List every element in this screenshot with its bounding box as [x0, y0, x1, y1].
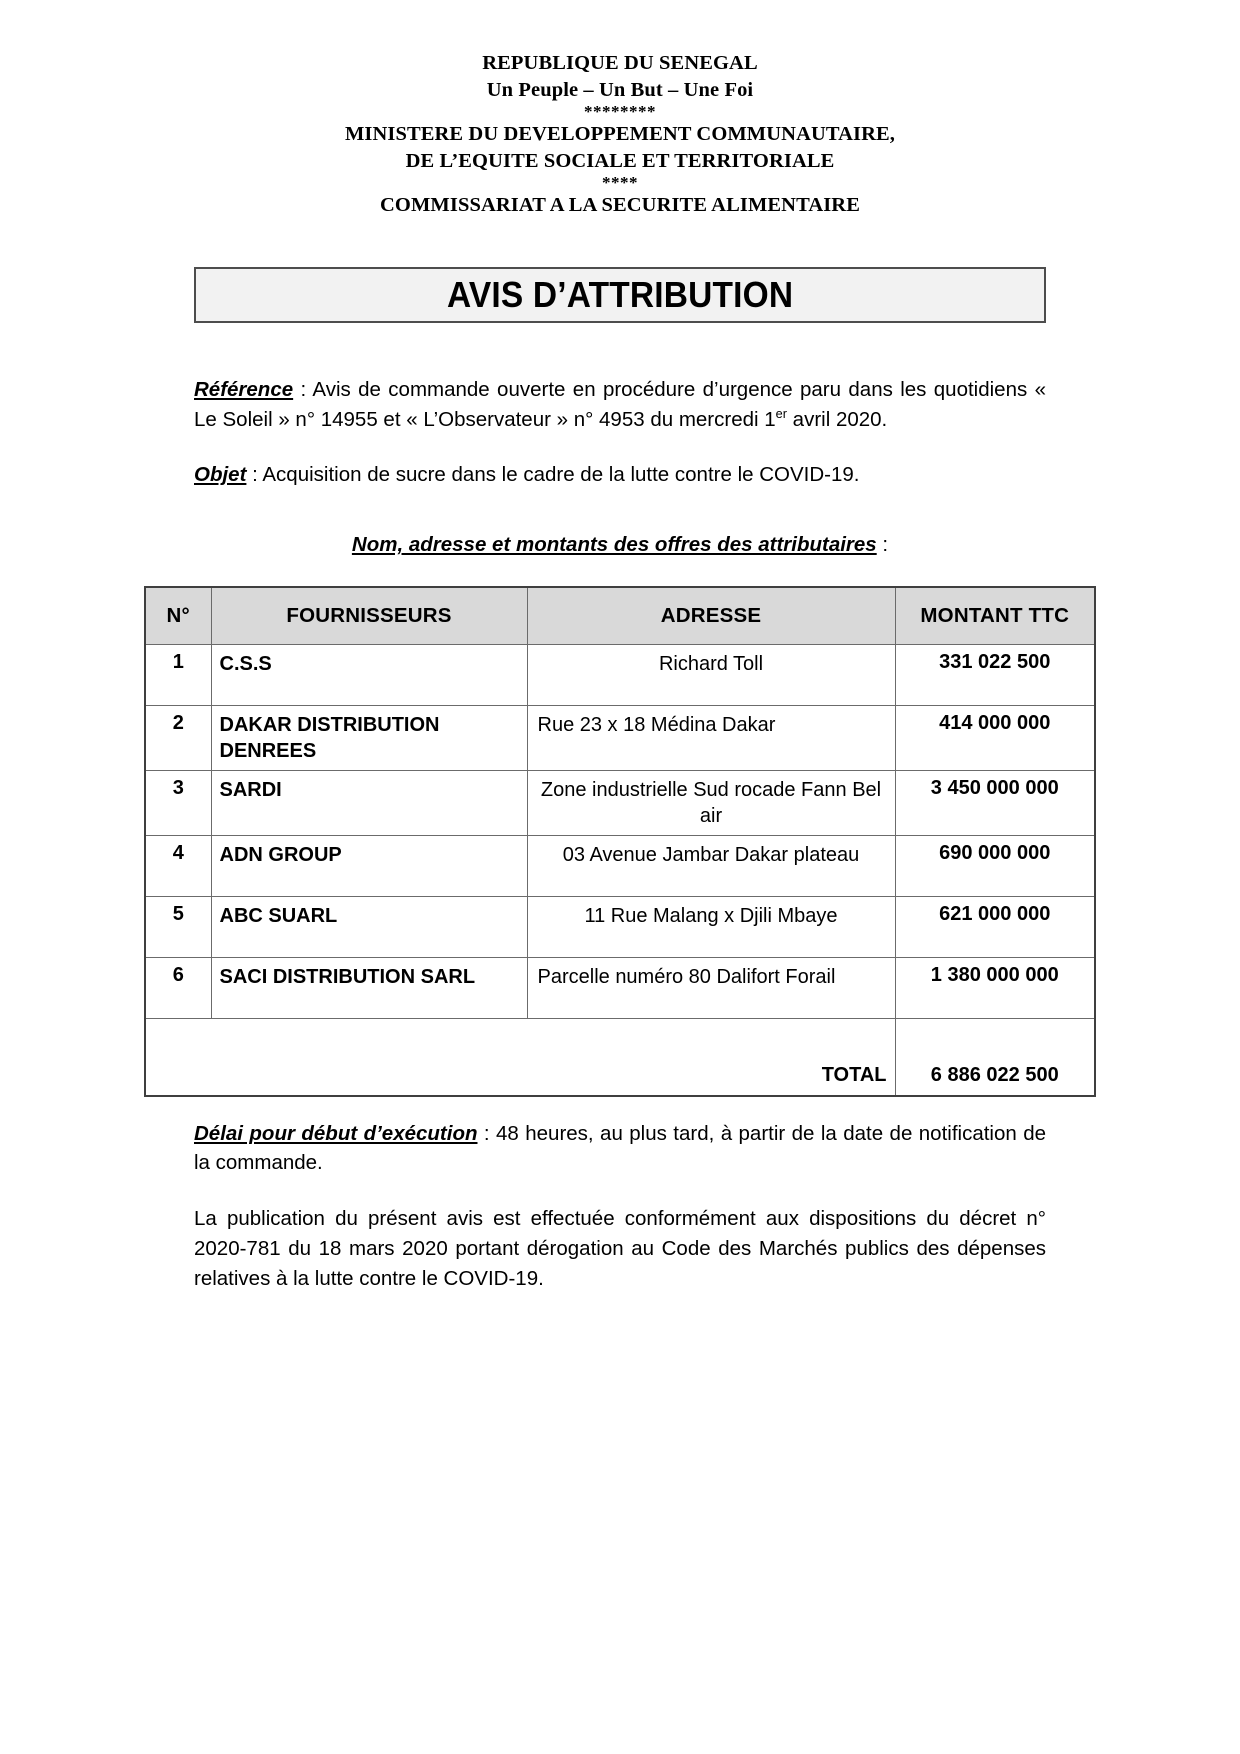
letterhead-line-motto: Un Peuple – Un But – Une Foi: [486, 78, 754, 101]
reference-text-part2: avril 2020.: [786, 407, 888, 431]
reference-superscript: er: [775, 405, 787, 421]
row-number: 3: [145, 770, 211, 835]
letterhead-line-commissariat: COMMISSARIAT A LA SECURITE ALIMENTAIRE: [380, 194, 860, 217]
spacer-before-objet: [194, 434, 1046, 460]
letterhead-line-ministry-cont: DE L’EQUITE SOCIALE ET TERRITORIALE: [405, 149, 835, 172]
reference-paragraph: [194, 375, 1046, 434]
bids-table-body: [145, 644, 1095, 1096]
body-content: [194, 323, 1046, 560]
row-number: 2: [145, 705, 211, 770]
spacer-before-reference: [194, 323, 1046, 375]
letterhead-separator-stars-1: ********: [584, 102, 656, 122]
delai-label: Délai pour début d’exécution: [194, 1121, 478, 1145]
row-adresse: Zone industrielle Sud rocade Fann Bel air: [527, 770, 895, 835]
publication-paragraph: La publication du présent avis est effectuée conformément aux dispositions du décret n° 2020-781 du 18 mars 2020 portant dérogation au Code des Marchés publics des dépenses relatives à la lutte contre le COVID-19.: [194, 1207, 1046, 1290]
column-header-adresse: ADRESSE: [527, 587, 895, 645]
column-header-montant-ttc: MONTANT TTC: [895, 587, 1095, 645]
row-montant: 331 022 500: [895, 644, 1095, 705]
row-fournisseur: DAKAR DISTRIBUTION DENREES: [211, 705, 527, 770]
letterhead-separator-stars-2: ****: [602, 173, 638, 193]
row-adresse: Rue 23 x 18 Médina Dakar: [527, 705, 895, 770]
bids-table-header: [145, 587, 1095, 645]
row-montant: 1 380 000 000: [895, 957, 1095, 1018]
row-number: 5: [145, 896, 211, 957]
delai-text: 48 heures, au plus tard, à partir de la date de notification de la commande.: [194, 1121, 1046, 1175]
table-heading: [194, 530, 1046, 560]
column-header-fournisseurs: FOURNISSEURS: [211, 587, 527, 645]
page-title: AVIS D’ATTRIBUTION: [446, 273, 794, 315]
reference-label: Référence: [194, 377, 294, 401]
objet-paragraph: [194, 460, 1046, 490]
objet-separator: :: [246, 463, 263, 487]
total-amount: 6 886 022 500: [895, 1018, 1095, 1096]
objet-text: Acquisition de sucre dans le cadre de la lutte contre le COVID-19.: [262, 463, 860, 487]
table-row: [145, 644, 1095, 705]
row-number: 6: [145, 957, 211, 1018]
table-heading-suffix: :: [876, 533, 889, 557]
row-montant: 3 450 000 000: [895, 770, 1095, 835]
row-montant: 414 000 000: [895, 705, 1095, 770]
objet-label: Objet: [194, 463, 247, 487]
row-montant: 690 000 000: [895, 835, 1095, 896]
table-row: [145, 770, 1095, 835]
row-fournisseur: SARDI: [211, 770, 527, 835]
footer-content: [194, 1119, 1046, 1294]
letterhead-line-ministry: MINISTERE DU DEVELOPPEMENT COMMUNAUTAIRE,: [344, 123, 896, 146]
row-adresse: 03 Avenue Jambar Dakar plateau: [527, 835, 895, 896]
column-header-num: N°: [145, 587, 211, 645]
row-adresse: 11 Rue Malang x Djili Mbaye: [527, 896, 895, 957]
bids-table-container: [144, 586, 1096, 1097]
row-number: 4: [145, 835, 211, 896]
document-title-box: [194, 267, 1046, 323]
table-row: [145, 957, 1095, 1018]
table-header-row: [145, 587, 1095, 645]
row-fournisseur: C.S.S: [211, 644, 527, 705]
table-row: [145, 705, 1095, 770]
delai-paragraph: [194, 1119, 1046, 1178]
row-number: 1: [145, 644, 211, 705]
table-heading-label: Nom, adresse et montants des offres des attributaires: [351, 533, 877, 557]
table-row: [145, 835, 1095, 896]
row-adresse: Parcelle numéro 80 Dalifort Forail: [527, 957, 895, 1018]
letterhead: [0, 0, 1240, 219]
row-fournisseur: ABC SUARL: [211, 896, 527, 957]
bids-table: [144, 586, 1096, 1097]
row-fournisseur: SACI DISTRIBUTION SARL: [211, 957, 527, 1018]
table-total-row: [145, 1018, 1095, 1096]
reference-text-part1: Avis de commande ouverte en procédure d’urgence paru dans les quotidiens « Le Soleil » n° 14955 et « L’Observateur » n° 4953 du mercredi 1: [194, 377, 1046, 431]
delai-separator: :: [477, 1121, 497, 1145]
table-row: [145, 896, 1095, 957]
spacer-before-table-heading: [194, 490, 1046, 530]
reference-separator: :: [293, 377, 313, 401]
total-label: TOTAL: [145, 1018, 895, 1096]
row-fournisseur: ADN GROUP: [211, 835, 527, 896]
title-box-container: [194, 267, 1046, 323]
letterhead-line-republic: REPUBLIQUE DU SENEGAL: [482, 52, 758, 74]
spacer-before-publication: [194, 1178, 1046, 1204]
row-montant: 621 000 000: [895, 896, 1095, 957]
row-adresse: Richard Toll: [527, 644, 895, 705]
